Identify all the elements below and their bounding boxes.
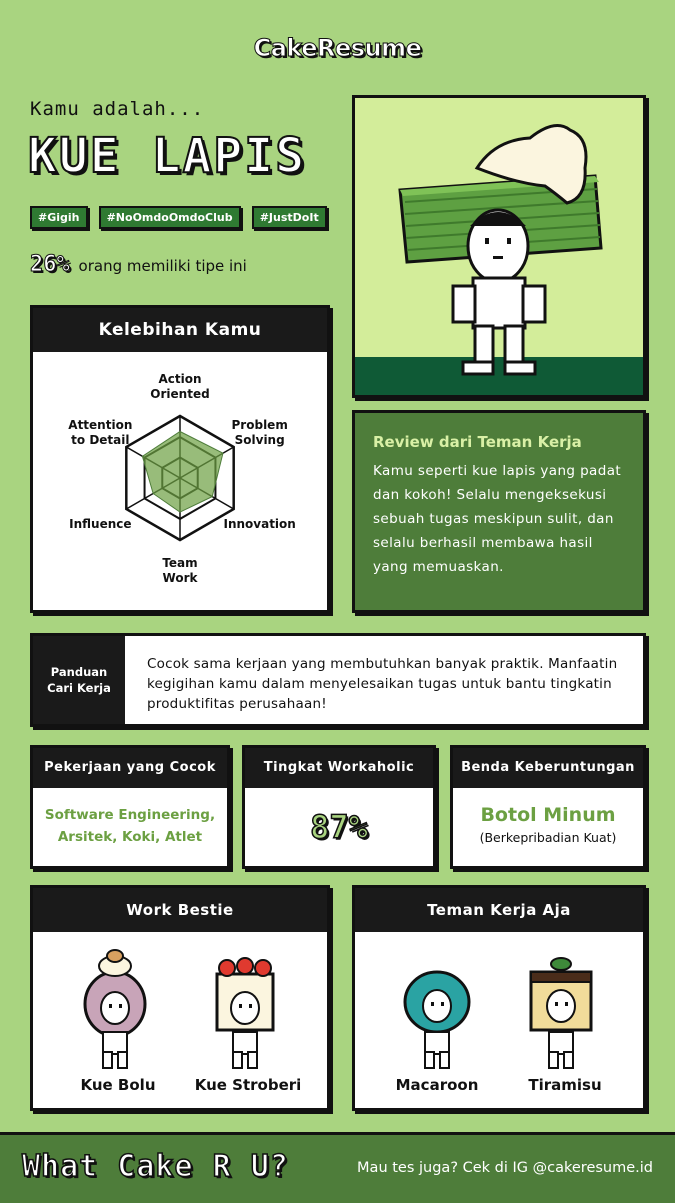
footer-cta[interactable]: Mau tes juga? Cek di IG @cakeresume.id <box>357 1160 653 1176</box>
character-illustration <box>352 95 646 398</box>
coworker-panel <box>352 885 646 1111</box>
bestie-name: Kue Bolu <box>80 1076 156 1094</box>
strengths-panel <box>30 305 330 613</box>
strengths-title: Kelebihan Kamu <box>33 308 327 352</box>
coworker-illustrations <box>355 932 643 1072</box>
radar-axis-label: Innovation <box>223 517 296 531</box>
type-stat-percent: 26% <box>30 252 70 277</box>
footer-title: What Cake R U? <box>22 1149 289 1184</box>
type-stat <box>30 252 247 277</box>
tag: #NoOmdoOmdoClub <box>99 206 241 229</box>
footer-bar <box>0 1132 675 1203</box>
job-guide-text: Cocok sama kerjaan yang membutuhkan banyak praktik. Manfaatin kegigihan kamu dalam menyelesaikan tugas untuk bantu tingkatin produktifitas perusahaan! <box>147 656 618 712</box>
coworker-name: Tiramisu <box>528 1076 602 1094</box>
lucky-item-panel <box>450 745 646 869</box>
macaroon-character <box>405 972 469 1068</box>
bestie-illustrations <box>33 932 327 1072</box>
matching-jobs-title: Pekerjaan yang Cocok <box>33 748 227 788</box>
coworker-name: Macaroon <box>395 1076 479 1094</box>
radar-axis-label: Influence <box>69 517 132 531</box>
radar-axis-label: Problem Solving <box>231 418 288 447</box>
brand-logo: CakeResume <box>253 34 422 62</box>
tag: #Gigih <box>30 206 88 229</box>
cake-name-title: KUE LAPIS <box>28 128 307 184</box>
radar-axis-label: Attention to Detail <box>68 418 133 447</box>
review-body: Kamu seperti kue lapis yang padat dan kokoh! Selalu mengeksekusi sebuah tugas meskipun sulit, dan selalu berhasil membawa hasil yang memuaskan. <box>373 463 622 575</box>
lucky-item-title: Benda Keberuntungan <box>453 748 643 788</box>
coworker-title: Teman Kerja Aja <box>355 888 643 932</box>
radar-chart <box>33 352 327 610</box>
workaholic-value: 87% <box>310 808 368 846</box>
review-panel <box>352 410 646 613</box>
workaholic-title: Tingkat Workaholic <box>245 748 433 788</box>
work-bestie-title: Work Bestie <box>33 888 327 932</box>
radar-axis-label: Action Oriented <box>150 372 210 401</box>
kue-bolu-character <box>85 950 145 1068</box>
tag: #JustDoIt <box>252 206 327 229</box>
job-guide-label: Panduan Cari Kerja <box>33 636 125 724</box>
work-bestie-panel <box>30 885 330 1111</box>
tiramisu-character <box>531 958 591 1068</box>
matching-jobs-value: Software Engineering, Arsitek, Koki, Atlet <box>44 807 216 845</box>
radar-axis-label: Team Work <box>162 556 198 585</box>
job-guide-panel <box>30 633 646 727</box>
workaholic-panel <box>242 745 436 869</box>
lucky-item-value: Botol Minum <box>480 804 616 826</box>
review-title: Review dari Teman Kerja <box>373 433 582 451</box>
intro-text: Kamu adalah... <box>30 98 205 120</box>
type-stat-text: orang memiliki tipe ini <box>78 257 247 275</box>
lucky-item-sub: (Berkepribadian Kuat) <box>479 830 617 845</box>
tag-list <box>30 206 333 229</box>
matching-jobs-panel <box>30 745 230 869</box>
kue-stroberi-character <box>217 958 273 1068</box>
bestie-name: Kue Stroberi <box>194 1076 302 1094</box>
